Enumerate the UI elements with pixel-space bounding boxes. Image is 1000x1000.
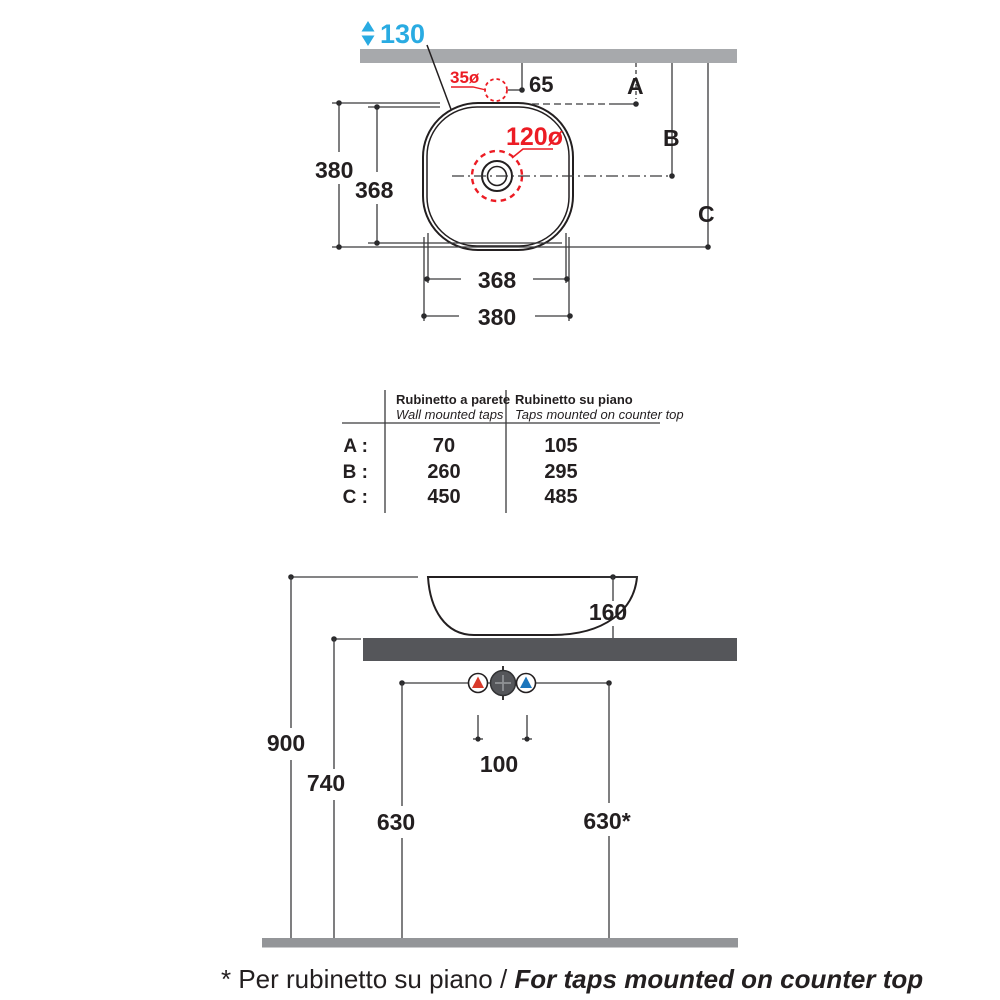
dim-65 xyxy=(508,63,553,97)
dim-depth-inner: 368 xyxy=(355,177,394,203)
row-a-label: A : xyxy=(343,436,368,457)
row-b-label: B : xyxy=(342,462,368,483)
hot-tap-icon xyxy=(469,674,488,693)
tap-hole-diameter-label: 35ø xyxy=(450,68,480,87)
leader-line-35 xyxy=(451,87,486,90)
dim-65-value: 65 xyxy=(529,72,554,97)
dim-630-left xyxy=(377,683,415,938)
table-row-b xyxy=(343,461,578,483)
row-c-wall: 450 xyxy=(427,486,461,508)
dim-740-value: 740 xyxy=(306,770,346,796)
top-view xyxy=(315,19,737,330)
row-b-counter: 295 xyxy=(544,461,578,483)
side-view xyxy=(262,574,738,947)
dim-900 xyxy=(267,574,418,938)
ref-a-label: A xyxy=(627,73,644,99)
mixer-tap-icon xyxy=(491,666,516,700)
ref-c-label: C xyxy=(698,201,715,227)
drain-diameter-label: 120ø xyxy=(506,123,563,151)
dim-630-right xyxy=(583,683,630,938)
dim-900-value: 900 xyxy=(266,730,306,756)
dim-630-right-value: 630* xyxy=(583,808,631,834)
dim-100 xyxy=(473,715,532,777)
row-b-wall: 260 xyxy=(427,461,461,483)
ref-line-c xyxy=(698,63,715,250)
clearance-130-label xyxy=(362,19,453,112)
clearance-value: 130 xyxy=(380,19,426,49)
dim-160-value: 160 xyxy=(588,599,628,625)
table-row-c xyxy=(343,486,578,508)
dim-depth-outer: 380 xyxy=(315,157,354,183)
row-c-counter: 485 xyxy=(544,486,578,508)
row-c-label: C : xyxy=(342,487,368,508)
floor-bar xyxy=(262,938,738,948)
ref-b-label: B xyxy=(663,125,680,151)
row-a-wall: 70 xyxy=(432,435,456,457)
cold-tap-icon xyxy=(517,674,536,693)
col1-subtitle: Wall mounted taps xyxy=(396,407,504,422)
dim-100-value: 100 xyxy=(479,751,519,777)
vertical-arrows-icon xyxy=(362,21,375,46)
row-a-counter: 105 xyxy=(544,435,578,457)
dim-width-inner: 368 xyxy=(477,267,517,293)
counter-bar xyxy=(363,638,737,661)
dim-width-outer: 380 xyxy=(477,304,517,330)
col2-subtitle: Taps mounted on counter top xyxy=(515,407,684,422)
dim-630-left-value: 630 xyxy=(376,809,416,835)
footnote-italian: * Per rubinetto su piano / xyxy=(221,964,515,994)
footnote-english: For taps mounted on counter top xyxy=(514,964,924,994)
col2-title: Rubinetto su piano xyxy=(515,392,633,407)
tap-hole-dashed-circle xyxy=(485,79,507,101)
spec-table xyxy=(342,390,684,513)
col1-title: Rubinetto a parete xyxy=(396,392,511,407)
footnote xyxy=(221,964,923,994)
dim-740 xyxy=(307,636,361,938)
table-row-a xyxy=(343,435,577,457)
wall-bar xyxy=(360,49,737,63)
